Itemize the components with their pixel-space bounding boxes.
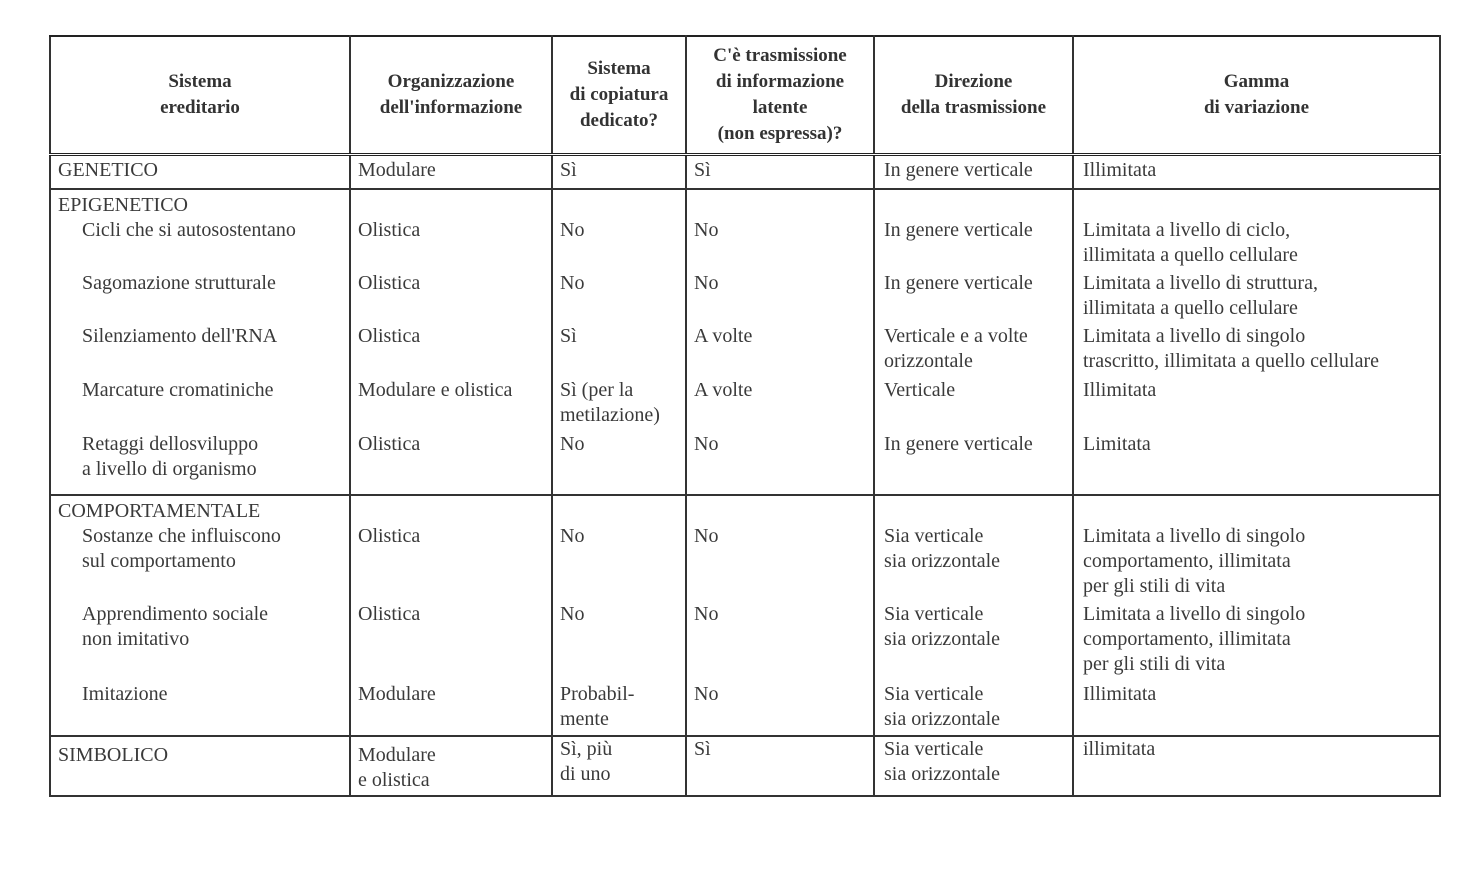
system-name: SIMBOLICO bbox=[50, 736, 350, 796]
cell-latente: No bbox=[686, 432, 874, 495]
row-epigenetico-heading bbox=[50, 189, 1440, 218]
table-row bbox=[50, 432, 1440, 495]
cell-direzione: In genere verticale bbox=[874, 271, 1073, 324]
header-gamma: Gamma di variazione bbox=[1073, 36, 1440, 155]
cell-direzione: In genere verticale bbox=[874, 432, 1073, 495]
cell-organizzazione: Olistica bbox=[350, 524, 552, 602]
cell-gamma: Limitata bbox=[1073, 432, 1440, 495]
cell-latente: No bbox=[686, 682, 874, 736]
header-direzione: Direzione della trasmissione bbox=[874, 36, 1073, 155]
cell-organizzazione: Olistica bbox=[350, 602, 552, 682]
cell-organizzazione: Modulare e olistica bbox=[350, 378, 552, 432]
inheritance-systems-table bbox=[49, 35, 1441, 797]
cell-direzione: Sia verticale sia orizzontale bbox=[874, 524, 1073, 602]
cell-gamma: Illimitata bbox=[1073, 682, 1440, 736]
table-row bbox=[50, 682, 1440, 736]
cell-gamma: illimitata bbox=[1073, 736, 1440, 796]
table-row bbox=[50, 324, 1440, 378]
cell-copiatura: Sì bbox=[552, 155, 686, 189]
cell-copiatura: No bbox=[552, 271, 686, 324]
cell-organizzazione: Olistica bbox=[350, 218, 552, 271]
cell-copiatura: No bbox=[552, 524, 686, 602]
cell-latente: No bbox=[686, 524, 874, 602]
subsystem-name: Apprendimento sociale non imitativo bbox=[50, 602, 350, 682]
row-simbolico bbox=[50, 736, 1440, 796]
table-row bbox=[50, 524, 1440, 602]
cell-organizzazione: Modulare e olistica bbox=[350, 736, 552, 796]
cell-copiatura: Sì, più di uno bbox=[552, 736, 686, 796]
cell-gamma: Limitata a livello di singolo comportamento, illimitata per gli stili di vita bbox=[1073, 602, 1440, 682]
cell-gamma: Limitata a livello di ciclo, illimitata a quello cellulare bbox=[1073, 218, 1440, 271]
cell-direzione: Sia verticale sia orizzontale bbox=[874, 682, 1073, 736]
table-row bbox=[50, 602, 1440, 682]
table-row bbox=[50, 218, 1440, 271]
cell-gamma: Limitata a livello di singolo comportamento, illimitata per gli stili di vita bbox=[1073, 524, 1440, 602]
cell-direzione: In genere verticale bbox=[874, 218, 1073, 271]
table-row bbox=[50, 271, 1440, 324]
cell-organizzazione: Modulare bbox=[350, 155, 552, 189]
subsystem-name: Imitazione bbox=[50, 682, 350, 736]
cell-direzione: Sia verticale sia orizzontale bbox=[874, 602, 1073, 682]
subsystem-name: Silenziamento dell'RNA bbox=[50, 324, 350, 378]
row-comportamentale-heading bbox=[50, 495, 1440, 524]
cell-latente: No bbox=[686, 218, 874, 271]
system-name: COMPORTAMENTALE bbox=[50, 495, 350, 524]
header-sistema: Sistema ereditario bbox=[50, 36, 350, 155]
cell-copiatura: No bbox=[552, 602, 686, 682]
system-name: EPIGENETICO bbox=[50, 189, 350, 218]
row-genetico bbox=[50, 155, 1440, 189]
cell-organizzazione: Olistica bbox=[350, 432, 552, 495]
table-row bbox=[50, 378, 1440, 432]
subsystem-name: Marcature cromatiniche bbox=[50, 378, 350, 432]
cell-latente: Sì bbox=[686, 736, 874, 796]
subsystem-name: Sostanze che influiscono sul comportamento bbox=[50, 524, 350, 602]
cell-copiatura: Sì bbox=[552, 324, 686, 378]
cell-copiatura: No bbox=[552, 218, 686, 271]
subsystem-name: Retaggi dellosviluppo a livello di organismo bbox=[50, 432, 350, 495]
cell-gamma: Illimitata bbox=[1073, 378, 1440, 432]
system-name: GENETICO bbox=[50, 155, 350, 189]
subsystem-name: Sagomazione strutturale bbox=[50, 271, 350, 324]
cell-copiatura: Probabil- mente bbox=[552, 682, 686, 736]
cell-direzione: Verticale e a volte orizzontale bbox=[874, 324, 1073, 378]
cell-gamma: Limitata a livello di struttura, illimitata a quello cellulare bbox=[1073, 271, 1440, 324]
cell-organizzazione: Modulare bbox=[350, 682, 552, 736]
cell-direzione: In genere verticale bbox=[874, 155, 1073, 189]
header-copiatura: Sistema di copiatura dedicato? bbox=[552, 36, 686, 155]
cell-latente: No bbox=[686, 602, 874, 682]
cell-latente: A volte bbox=[686, 378, 874, 432]
cell-direzione: Verticale bbox=[874, 378, 1073, 432]
cell-latente: No bbox=[686, 271, 874, 324]
subsystem-name: Cicli che si autosostentano bbox=[50, 218, 350, 271]
cell-organizzazione: Olistica bbox=[350, 271, 552, 324]
cell-gamma: Limitata a livello di singolo trascritto, illimitata a quello cellulare bbox=[1073, 324, 1440, 378]
cell-copiatura: Sì (per la metilazione) bbox=[552, 378, 686, 432]
header-organizzazione: Organizzazione dell'informazione bbox=[350, 36, 552, 155]
cell-latente: A volte bbox=[686, 324, 874, 378]
cell-latente: Sì bbox=[686, 155, 874, 189]
cell-direzione: Sia verticale sia orizzontale bbox=[874, 736, 1073, 796]
cell-copiatura: No bbox=[552, 432, 686, 495]
cell-gamma: Illimitata bbox=[1073, 155, 1440, 189]
header-latente: C'è trasmissione di informazione latente (non espressa)? bbox=[686, 36, 874, 155]
header-row bbox=[50, 36, 1440, 155]
cell-organizzazione: Olistica bbox=[350, 324, 552, 378]
